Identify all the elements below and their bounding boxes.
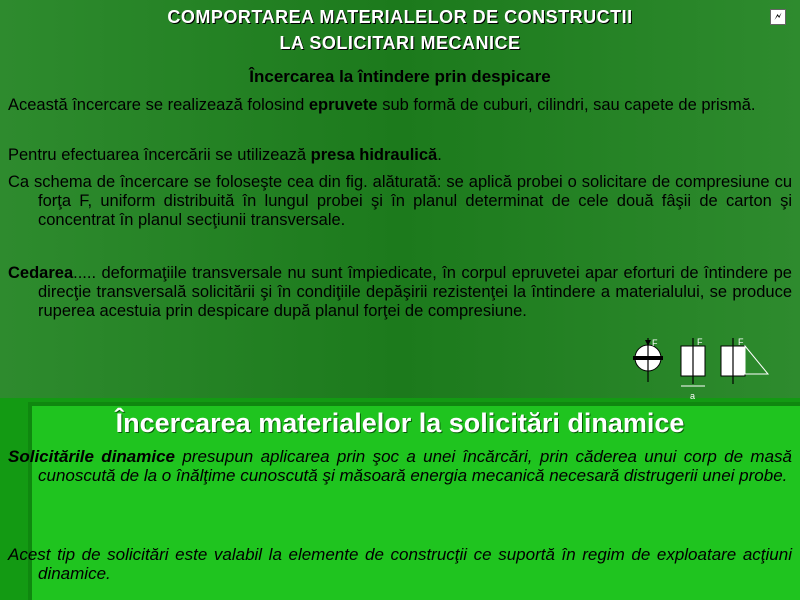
paragraph-3: Ca schema de încercare se foloseşte cea din fig. alăturată: se aplică probei o solicitare de compresiune cu forţa F, uniform distribuită în lungul probei şi în planul determinat de cele două fâşii de carton şi concentrat în planul secţiunii transversale.	[8, 173, 792, 229]
splitting-test-figure	[628, 336, 778, 406]
subtitle: Încercarea la întindere prin despicare	[249, 67, 551, 86]
slide-title	[0, 4, 800, 56]
force-label-2: F	[697, 337, 703, 347]
para1-text-c: sub formă de cuburi, cilindri, sau capete de prismă.	[377, 96, 756, 114]
title-line-1: COMPORTAREA MATERIALELOR DE CONSTRUCTII	[167, 7, 633, 27]
section-2-title: Încercarea materialelor la solicitări dinamice	[115, 408, 685, 438]
prism-specimen	[721, 338, 768, 384]
cylinder-specimen	[633, 338, 663, 382]
para2-text-a: Pentru efectuarea încercării se utilizează	[8, 146, 311, 164]
para4-bold: Cedarea	[8, 264, 74, 282]
force-label-1: F	[652, 338, 658, 348]
para1-text-a: Această încercare se realizează folosind	[8, 96, 309, 114]
paragraph-6: Acest tip de solicitări este valabil la elemente de construcţii ce suportă în regim de exploatare acţiuni dinamice.	[8, 545, 792, 583]
paragraph-5	[8, 447, 792, 485]
paragraph-1	[8, 96, 792, 115]
para5-bold: Solicitările dinamice	[8, 447, 176, 466]
force-label-3: F	[738, 337, 744, 347]
para5-text: presupun aplicarea prin şoc a unei încărcări, prin căderea unui corp de masă cunoscută de la o înălţime cunoscută şi măsoară energia mecanică necesară distrugerii unei probe.	[38, 447, 792, 485]
para1-bold: epruvete	[308, 96, 378, 114]
para2-text-c: .	[437, 146, 442, 164]
para2-bold: presa hidraulică	[310, 146, 438, 164]
corner-nav-icon[interactable]: 🗲	[770, 9, 786, 25]
dimension-label: a	[690, 391, 696, 401]
paragraph-4	[8, 264, 792, 321]
paragraph-2	[8, 146, 792, 165]
para4-text: ..... deformaţiile transversale nu sunt împiedicate, în corpul epruvetei apar eforturi de întindere pe direcţie transversală solicitării şi în condiţiile depăşirii rezistenţei la întindere a materialului, se produce ruperea acestuia prin despicare după planul forţei de compresiune.	[38, 264, 792, 320]
title-line-2: LA SOLICITARI MECANICE	[279, 33, 521, 53]
